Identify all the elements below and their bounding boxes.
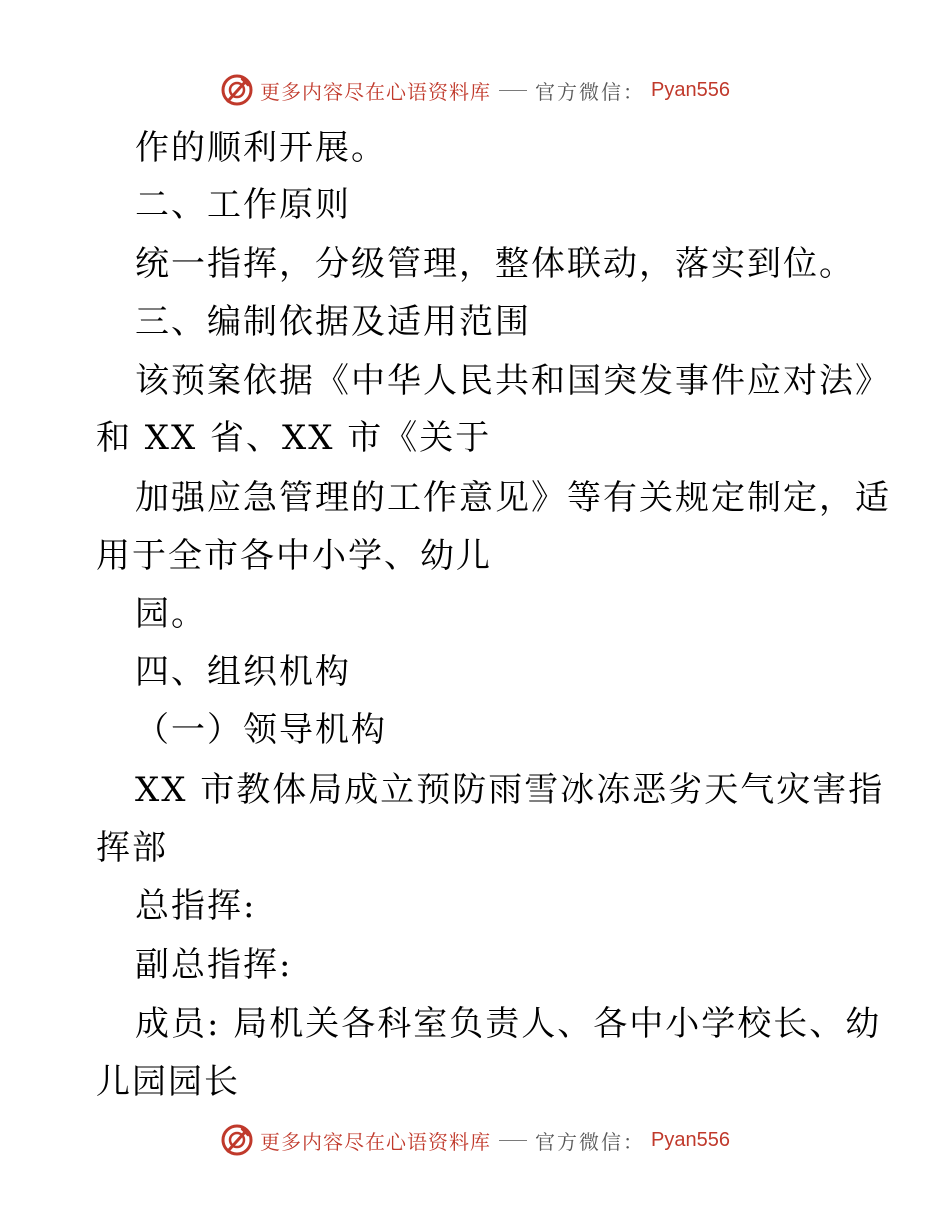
- text-line: 挥部: [96, 828, 168, 868]
- library-logo-icon: [220, 73, 254, 107]
- watermark-divider: [499, 1140, 527, 1141]
- text-line: 该预案依据《中华人民共和国突发事件应对法》: [135, 361, 891, 401]
- footer-watermark: [0, 1120, 950, 1160]
- subsection-heading: （一）领导机构: [135, 710, 387, 750]
- text-line: 园。: [135, 594, 207, 634]
- watermark-main-text: 更多内容尽在心语资料库: [260, 1129, 492, 1154]
- section-heading: 四、组织机构: [135, 652, 351, 692]
- text-line: 儿园园长: [96, 1062, 240, 1102]
- watermark-main-text: 更多内容尽在心语资料库: [260, 79, 492, 104]
- text-line: 作的顺利开展。: [135, 128, 387, 168]
- text-line: 用于全市各中小学、幼儿: [96, 536, 492, 576]
- text-line: 总指挥:: [135, 886, 257, 926]
- text-line: XX 市教体局成立预防雨雪冰冻恶劣天气灾害指: [135, 770, 885, 810]
- watermark-divider: [499, 90, 527, 91]
- watermark-sub-text: 官方微信：: [535, 79, 646, 104]
- section-heading: 二、工作原则: [135, 185, 351, 225]
- watermark-wechat-id: Pyan556: [651, 78, 730, 101]
- text-line: 和 XX 省、XX 市《关于: [96, 418, 492, 458]
- header-watermark: [0, 70, 950, 110]
- text-line: 副总指挥:: [135, 945, 293, 985]
- text-line: 加强应急管理的工作意见》等有关规定制定，适: [135, 478, 891, 518]
- text-line: 统一指挥，分级管理，整体联动，落实到位。: [135, 244, 855, 284]
- watermark-sub-text: 官方微信：: [535, 1129, 646, 1154]
- watermark-wechat-id: Pyan556: [651, 1128, 730, 1151]
- text-line: 成员: 局机关各科室负责人、各中小学校长、幼: [135, 1004, 882, 1044]
- section-heading: 三、编制依据及适用范围: [135, 302, 531, 342]
- library-logo-icon: [220, 1123, 254, 1157]
